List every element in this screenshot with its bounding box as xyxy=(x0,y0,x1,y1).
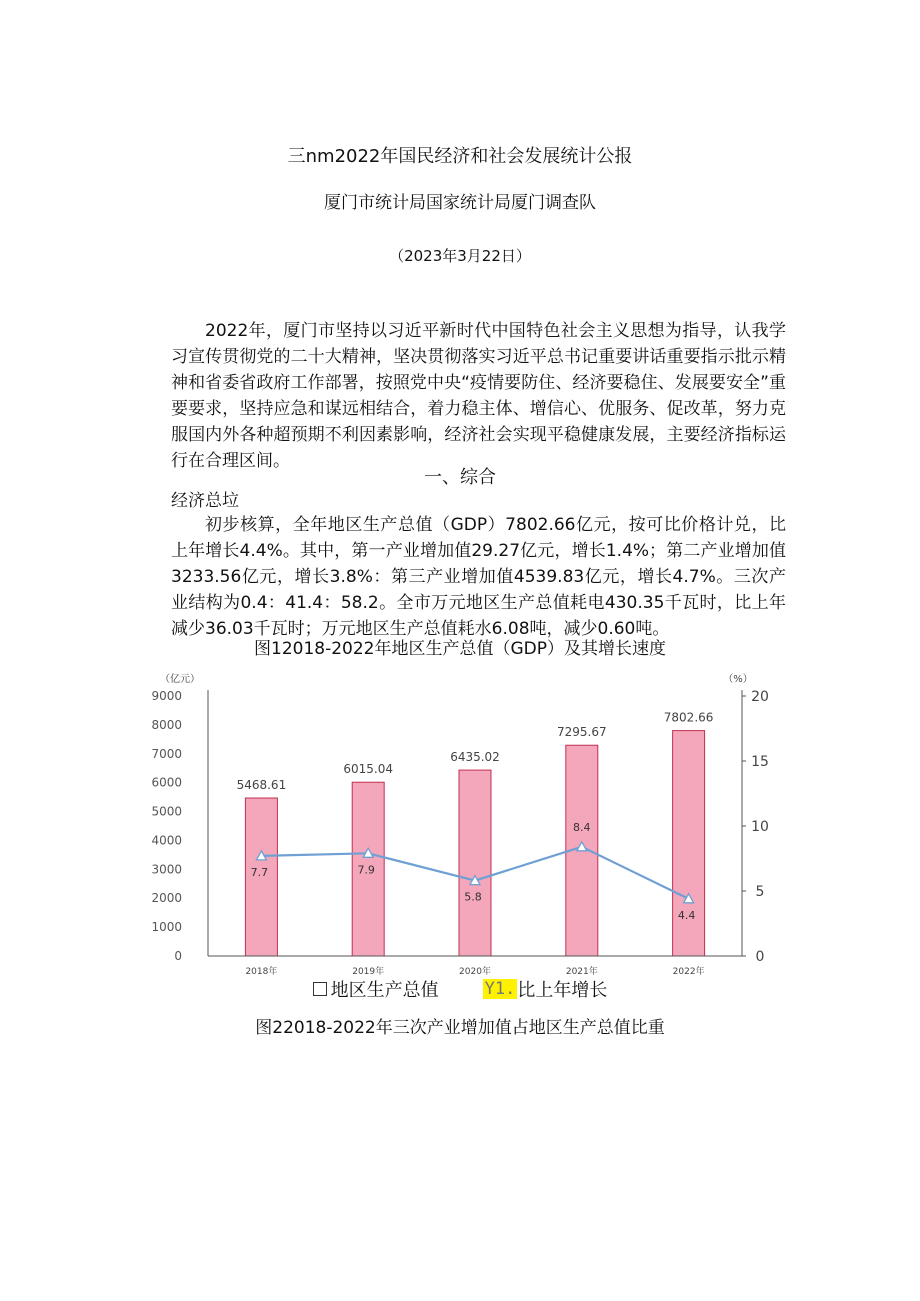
bar-legend-label: 地区生产总值 xyxy=(330,980,439,1001)
gdp-bar-value: 7802.66 xyxy=(663,710,714,725)
document-subtitle: 厦门市统计局国家统计局厦门调查队 xyxy=(324,193,596,213)
right-tick-label: 15 xyxy=(751,754,769,770)
left-axis-ticks xyxy=(151,672,200,963)
left-tick-label: 7000 xyxy=(151,746,182,761)
gdp-paragraph: 初步核算，全年地区生产总值（GDP）7802.66亿元，按可比价格计兑，比上年增长4.4%。其中，第一产业增加值29.27亿元，增长1.4%；第二产业增加值3233.56亿元，增长3.8%：第三产业增加值4539.83亿元，增长4.7%。三次产业结构为0.4：41.4：58.2。全市万元地区生产总值耗电430.35千瓦时，比上年减少36.03千瓦时；万元地区生产总值耗水6.08吨，减少0.60吨。 xyxy=(171,515,786,639)
growth-value-label: 4.4 xyxy=(677,908,696,922)
left-tick-label: 9000 xyxy=(151,689,182,703)
right-axis-ticks xyxy=(723,673,769,965)
category-label: 2020年 xyxy=(459,967,491,977)
left-tick-label: 5000 xyxy=(151,804,182,819)
gdp-chart xyxy=(0,660,920,980)
figure-1-title: 图12018-2022年地区生产总值（GDP）及其增长速度 xyxy=(254,639,666,659)
left-tick-label: 4000 xyxy=(151,833,182,848)
right-tick-label: 5 xyxy=(755,884,765,900)
gdp-bars xyxy=(245,731,704,956)
left-axis-unit: （亿元） xyxy=(160,674,200,685)
left-tick-label: 2000 xyxy=(151,891,182,906)
gdp-bar-value: 5468.61 xyxy=(236,778,287,793)
line-legend-label: 比上年增长 xyxy=(517,980,608,1001)
intro-paragraph: 2022年，厦门市坚持以习近平新时代中国特色社会主义思想为指导，认我学习宣传贯彻党的二十大精神，坚决贯彻落实习近平总书记重要讲话重要指示批示精神和省委省政府工作部署，按照党中央“疫情要防住、经济要稳住、发展要安全”重要要求，坚持应急和谋远相结合，着力稳主体、增信心、优服务、促改革，努力克服国内外各种超预期不利因素影响，经济社会实现平稳健康发展，主要经济指标运行在合理区间。 xyxy=(171,321,786,471)
growth-value-label: 7.7 xyxy=(250,865,269,879)
growth-value-label: 8.4 xyxy=(573,820,591,834)
left-tick-label: 8000 xyxy=(151,717,182,732)
growth-value-label: 5.8 xyxy=(464,890,482,904)
category-label: 2018年 xyxy=(245,967,278,977)
figure-2-title: 图22018-2022年三次产业增加值占地区生产总值比重 xyxy=(255,1018,665,1038)
growth-value-label: 7.9 xyxy=(357,863,375,877)
chart-legend xyxy=(0,976,920,1002)
left-tick-label: 0 xyxy=(174,949,182,963)
right-tick-label: 20 xyxy=(751,689,769,705)
left-tick-label: 1000 xyxy=(151,920,182,935)
left-tick-label: 6000 xyxy=(151,775,182,790)
publish-date: （2023年3月22日） xyxy=(389,247,531,265)
document-title: 三nm2022年国民经济和社会发展统计公报 xyxy=(287,146,633,167)
category-label: 2021年 xyxy=(565,967,598,977)
bar-legend-swatch xyxy=(313,982,327,996)
gdp-bar-value: 6435.02 xyxy=(450,750,500,765)
left-tick-label: 3000 xyxy=(151,862,182,877)
category-label: 2019年 xyxy=(352,967,385,977)
line-legend-marker: Y1. xyxy=(484,979,516,999)
gdp-bar-value: 6015.04 xyxy=(343,762,394,777)
right-tick-label: 10 xyxy=(751,819,769,835)
gdp-bar xyxy=(673,731,705,956)
gdp-bar-value: 7295.67 xyxy=(556,725,607,740)
sub-heading: 经济总垃 xyxy=(171,491,239,511)
gdp-bar xyxy=(459,770,491,956)
right-axis-unit: （%） xyxy=(723,674,753,685)
section-heading: 一、综合 xyxy=(424,467,496,488)
category-label: 2022年 xyxy=(672,967,705,977)
right-tick-label: 0 xyxy=(755,949,765,965)
